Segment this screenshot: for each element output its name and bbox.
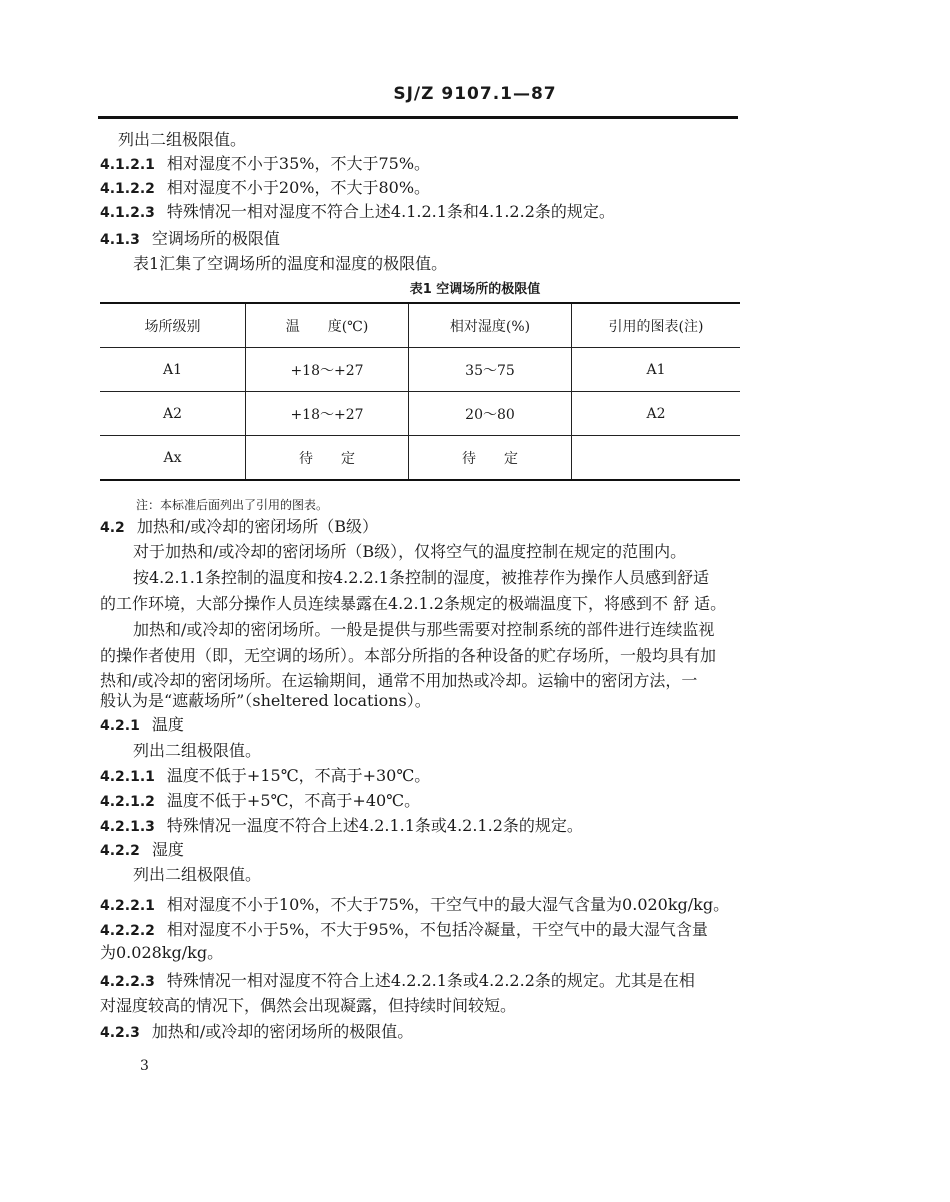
table-cell: A1 (572, 348, 741, 392)
clause-line: 4.1.2.2 相对湿度不小于20%，不大于80%。 (100, 178, 431, 197)
header-rule (98, 116, 738, 119)
text-line: 为0.028kg/kg。 (100, 943, 224, 962)
section-heading: 4.1.3 空调场所的极限值 (100, 229, 280, 248)
section-heading: 4.2.2 湿度 (100, 840, 184, 859)
section-heading: 4.2.3 加热和/或冷却的密闭场所的极限值。 (100, 1022, 414, 1041)
standard-code-header: SJ/Z 9107.1—87 (393, 84, 557, 104)
table-cell: A2 (572, 392, 741, 436)
table-header-row (100, 303, 740, 348)
column-header: 引用的图表(注) (572, 303, 741, 348)
table-note: 注：本标准后面列出了引用的图表。 (136, 498, 329, 512)
text-line: 般认为是“遮蔽场所”（sheltered locations）。 (100, 691, 431, 710)
table-cell: 20～80 (409, 392, 572, 436)
column-header: 相对湿度(%) (409, 303, 572, 348)
table-cell: A2 (100, 392, 246, 436)
table-cell: 待 定 (246, 436, 409, 481)
clause-line: 4.2.2.1 相对湿度不小于10%，不大于75%，干空气中的最大湿气含量为0.020kg/kg。 (100, 895, 730, 914)
table-cell: 35～75 (409, 348, 572, 392)
text-line: 表1汇集了空调场所的温度和湿度的极限值。 (133, 254, 448, 273)
text-line: 加热和/或冷却的密闭场所。一般是提供与那些需要对控制系统的部件进行连续监视 (133, 620, 715, 639)
text-line: 列出二组极限值。 (133, 741, 262, 760)
clause-line: 4.2.1.2 温度不低于+5℃，不高于+40℃。 (100, 791, 421, 810)
page-number: 3 (140, 1058, 149, 1074)
clause-line: 4.2.2.2 相对湿度不小于5%，不大于95%，不包括冷凝量，干空气中的最大湿气含量 (100, 920, 708, 939)
table-cell: 待 定 (409, 436, 572, 481)
table-cell: +18～+27 (246, 392, 409, 436)
table-row (100, 436, 740, 481)
table-cell: A1 (100, 348, 246, 392)
table-cell: Ax (100, 436, 246, 481)
table-cell: +18～+27 (246, 348, 409, 392)
table-row (100, 348, 740, 392)
column-header: 场所级别 (100, 303, 246, 348)
text-line: 列出二组极限值。 (118, 130, 247, 149)
clause-line: 4.2.2.3 特殊情况一相对湿度不符合上述4.2.2.1条或4.2.2.2条的规定。尤其是在相 (100, 971, 695, 990)
clause-line: 4.1.2.3 特殊情况一相对湿度不符合上述4.1.2.1条和4.1.2.2条的规定。 (100, 202, 615, 221)
clause-line: 4.2.1.1 温度不低于+15℃，不高于+30℃。 (100, 766, 431, 785)
text-line: 的工作环境，大部分操作人员连续暴露在4.2.1.2条规定的极端温度下，将感到不 舒 适。 (100, 594, 727, 613)
text-line: 按4.2.1.1条控制的温度和按4.2.2.1条控制的湿度，被推荐作为操作人员感到舒适 (133, 568, 709, 587)
column-header: 温 度(℃) (246, 303, 409, 348)
text-line: 对于加热和/或冷却的密闭场所（B级），仅将空气的温度控制在规定的范围内。 (133, 542, 687, 561)
text-line: 的操作者使用（即，无空调的场所）。本部分所指的各种设备的贮存场所，一般均具有加 (100, 646, 717, 665)
text-line: 列出二组极限值。 (133, 865, 262, 884)
clause-line: 4.2.1.3 特殊情况一温度不符合上述4.2.1.1条或4.2.1.2条的规定。 (100, 816, 583, 835)
text-line: 对湿度较高的情况下，偶然会出现凝露，但持续时间较短。 (100, 996, 517, 1015)
section-heading: 4.2.1 温度 (100, 715, 184, 734)
table-caption: 表1 空调场所的极限值 (409, 282, 541, 297)
table-row (100, 392, 740, 436)
clause-line: 4.1.2.1 相对湿度不小于35%，不大于75%。 (100, 154, 431, 173)
text-line: 热和/或冷却的密闭场所。在运输期间，通常不用加热或冷却。运输中的密闭方法，一 (100, 671, 698, 690)
table-cell (572, 436, 741, 481)
limits-table (100, 302, 740, 481)
section-heading: 4.2 加热和/或冷却的密闭场所（B级） (100, 517, 378, 536)
